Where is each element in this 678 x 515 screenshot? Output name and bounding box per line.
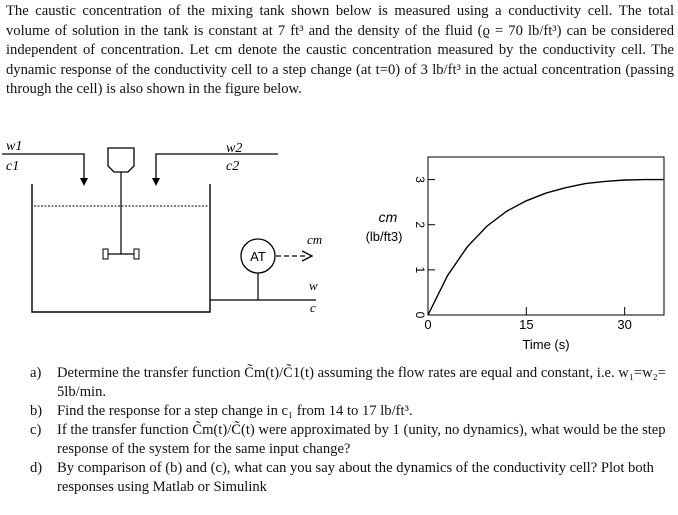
y-axis-label-unit: (lb/ft3) bbox=[365, 229, 403, 244]
inlet1-arrow bbox=[80, 178, 88, 186]
step-response-chart bbox=[340, 130, 670, 360]
outlet-flow-label: w bbox=[309, 278, 318, 293]
inlet2-arrow bbox=[152, 178, 160, 186]
y-tick-label: 2 bbox=[413, 221, 427, 229]
plot-frame bbox=[428, 157, 664, 315]
question-a bbox=[30, 364, 670, 402]
y-tick-label: 3 bbox=[413, 176, 427, 183]
problem-line-1: The caustic concentration of the mixing tank shown below is measured using a conductivity cell. bbox=[6, 3, 613, 19]
x-axis-label: Time (s) bbox=[522, 337, 570, 352]
outlet-conc-label: c bbox=[310, 300, 316, 315]
question-c-label: c) bbox=[30, 422, 42, 438]
signal-label: cm bbox=[307, 232, 323, 247]
question-d-label: d) bbox=[30, 460, 43, 476]
question-c bbox=[30, 421, 670, 459]
question-a-text: Determine the transfer function C̃m(t)/C̃1(t) assuming the flow rates are equal and constant, i.e. w₁=w₂= 5lb/min. bbox=[57, 365, 666, 400]
inlet2-pipe bbox=[156, 154, 278, 182]
y-tick-label: 1 bbox=[413, 266, 427, 274]
inlet2-flow-label: w2 bbox=[226, 141, 243, 156]
problem-line-6: below. bbox=[263, 81, 302, 98]
problem-line-3: lb/ft³) can be considered independent of concentration. Let cm denote the caustic concentration bbox=[6, 22, 674, 59]
inlet1-conc-label: c1 bbox=[6, 159, 20, 174]
question-d-text: By comparison of (b) and (c), what can you say about the dynamics of the conductivity cell? Plot both responses using Matlab or Simulink bbox=[57, 460, 654, 495]
impeller-left bbox=[103, 249, 108, 259]
question-b-text: Find the response for a step change in c₁ from 14 to 17 lb/ft³. bbox=[57, 403, 413, 419]
inlet1-flow-label: w1 bbox=[6, 139, 23, 154]
question-b bbox=[30, 402, 670, 421]
inlet2-conc-label: c2 bbox=[226, 159, 240, 174]
question-b-label: b) bbox=[30, 403, 43, 419]
mixing-tank-diagram bbox=[0, 130, 340, 370]
problem-line-2: The total volume of solution in the tank is constant at 7 ft³ and the density of the fluid (ϱ = 70 bbox=[6, 3, 675, 39]
question-list bbox=[30, 364, 670, 497]
x-tick-label: 15 bbox=[519, 317, 534, 332]
question-c-text: If the transfer function C̃m(t)/C̃(t) were approximated by 1 (unity, no dynamics), what would be the step response of the system for the same input change? bbox=[57, 422, 666, 457]
question-d bbox=[30, 459, 670, 497]
problem-line-4: measured by the conductivity cell. The dynamic response of the conductivity cell to a step change (at bbox=[6, 42, 674, 78]
analyzer-label: AT bbox=[250, 249, 266, 264]
mixer-motor bbox=[108, 148, 134, 172]
x-tick-label: 0 bbox=[424, 317, 432, 332]
problem-line-5: t=0) of 3 lb/ft³ in the actual concentration (passing through the cell) is also shown in the figure bbox=[6, 61, 675, 98]
y-tick-label: 0 bbox=[413, 311, 427, 319]
impeller-right bbox=[134, 249, 139, 259]
question-a-label: a) bbox=[30, 365, 42, 381]
x-tick-label: 30 bbox=[617, 317, 632, 332]
response-curve bbox=[428, 180, 664, 315]
problem-statement bbox=[6, 2, 674, 100]
y-axis-label-cm: cm bbox=[378, 209, 398, 225]
